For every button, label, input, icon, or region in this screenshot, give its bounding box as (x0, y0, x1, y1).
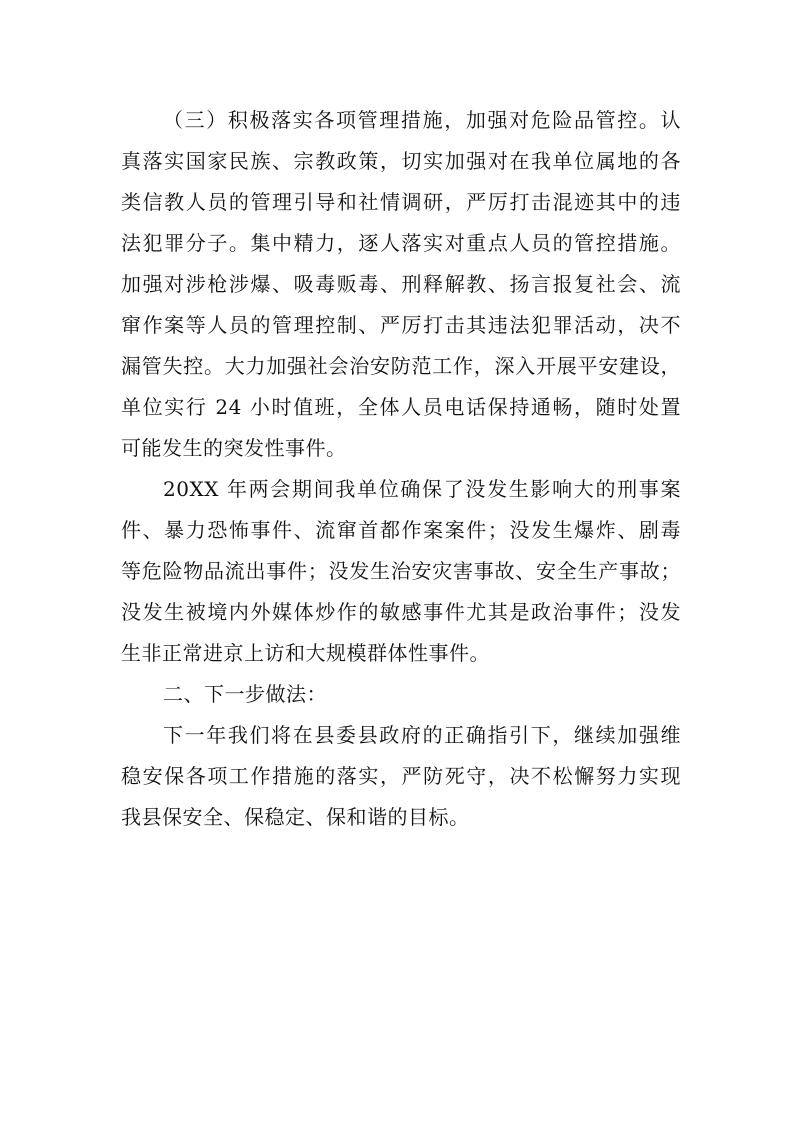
text-line: 等危险物品流出事件；没发生治安灾害事故、安全生产事故； (121, 559, 681, 583)
text-line: （三）积极落实各项管理措施，加强对危险品管控。认 (163, 108, 681, 132)
text-line: 单位实行 24 小时值班，全体人员电话保持通畅，随时处置 (121, 395, 681, 419)
text-line: 窜作案等人员的管理控制、严厉打击其违法犯罪活动，决不 (121, 313, 681, 337)
paragraph-next-steps (121, 715, 681, 838)
text-line: 可能发生的突发性事件。 (121, 436, 347, 460)
text-line: 件、暴力恐怖事件、流窜首都作案案件；没发生爆炸、剧毒 (121, 518, 681, 542)
paragraph-results (121, 469, 681, 674)
document-body (121, 100, 681, 838)
text-line: 漏管失控。大力加强社会治安防范工作，深入开展平安建设， (121, 354, 681, 378)
text-line: 20XX 年两会期间我单位确保了没发生影响大的刑事案 (163, 477, 681, 501)
text-line: 我县保安全、保稳定、保和谐的目标。 (121, 805, 470, 829)
text-line: 没发生被境内外媒体炒作的敏感事件尤其是政治事件；没发 (121, 600, 681, 624)
text-line: 法犯罪分子。集中精力，逐人落实对重点人员的管控措施。 (121, 231, 681, 255)
section-heading-next-steps (121, 674, 681, 715)
text-line: 生非正常进京上访和大规模群体性事件。 (121, 641, 490, 665)
section-heading: 二、下一步做法： (163, 682, 327, 706)
text-line: 加强对涉枪涉爆、吸毒贩毒、刑释解教、扬言报复社会、流 (121, 272, 681, 296)
text-line: 真落实国家民族、宗教政策，切实加强对在我单位属地的各 (121, 149, 681, 173)
paragraph-measures (121, 100, 681, 469)
text-line: 稳安保各项工作措施的落实，严防死守，决不松懈努力实现 (121, 764, 681, 788)
text-line: 下一年我们将在县委县政府的正确指引下，继续加强维 (163, 723, 681, 747)
text-line: 类信教人员的管理引导和社情调研，严厉打击混迹其中的违 (121, 190, 681, 214)
